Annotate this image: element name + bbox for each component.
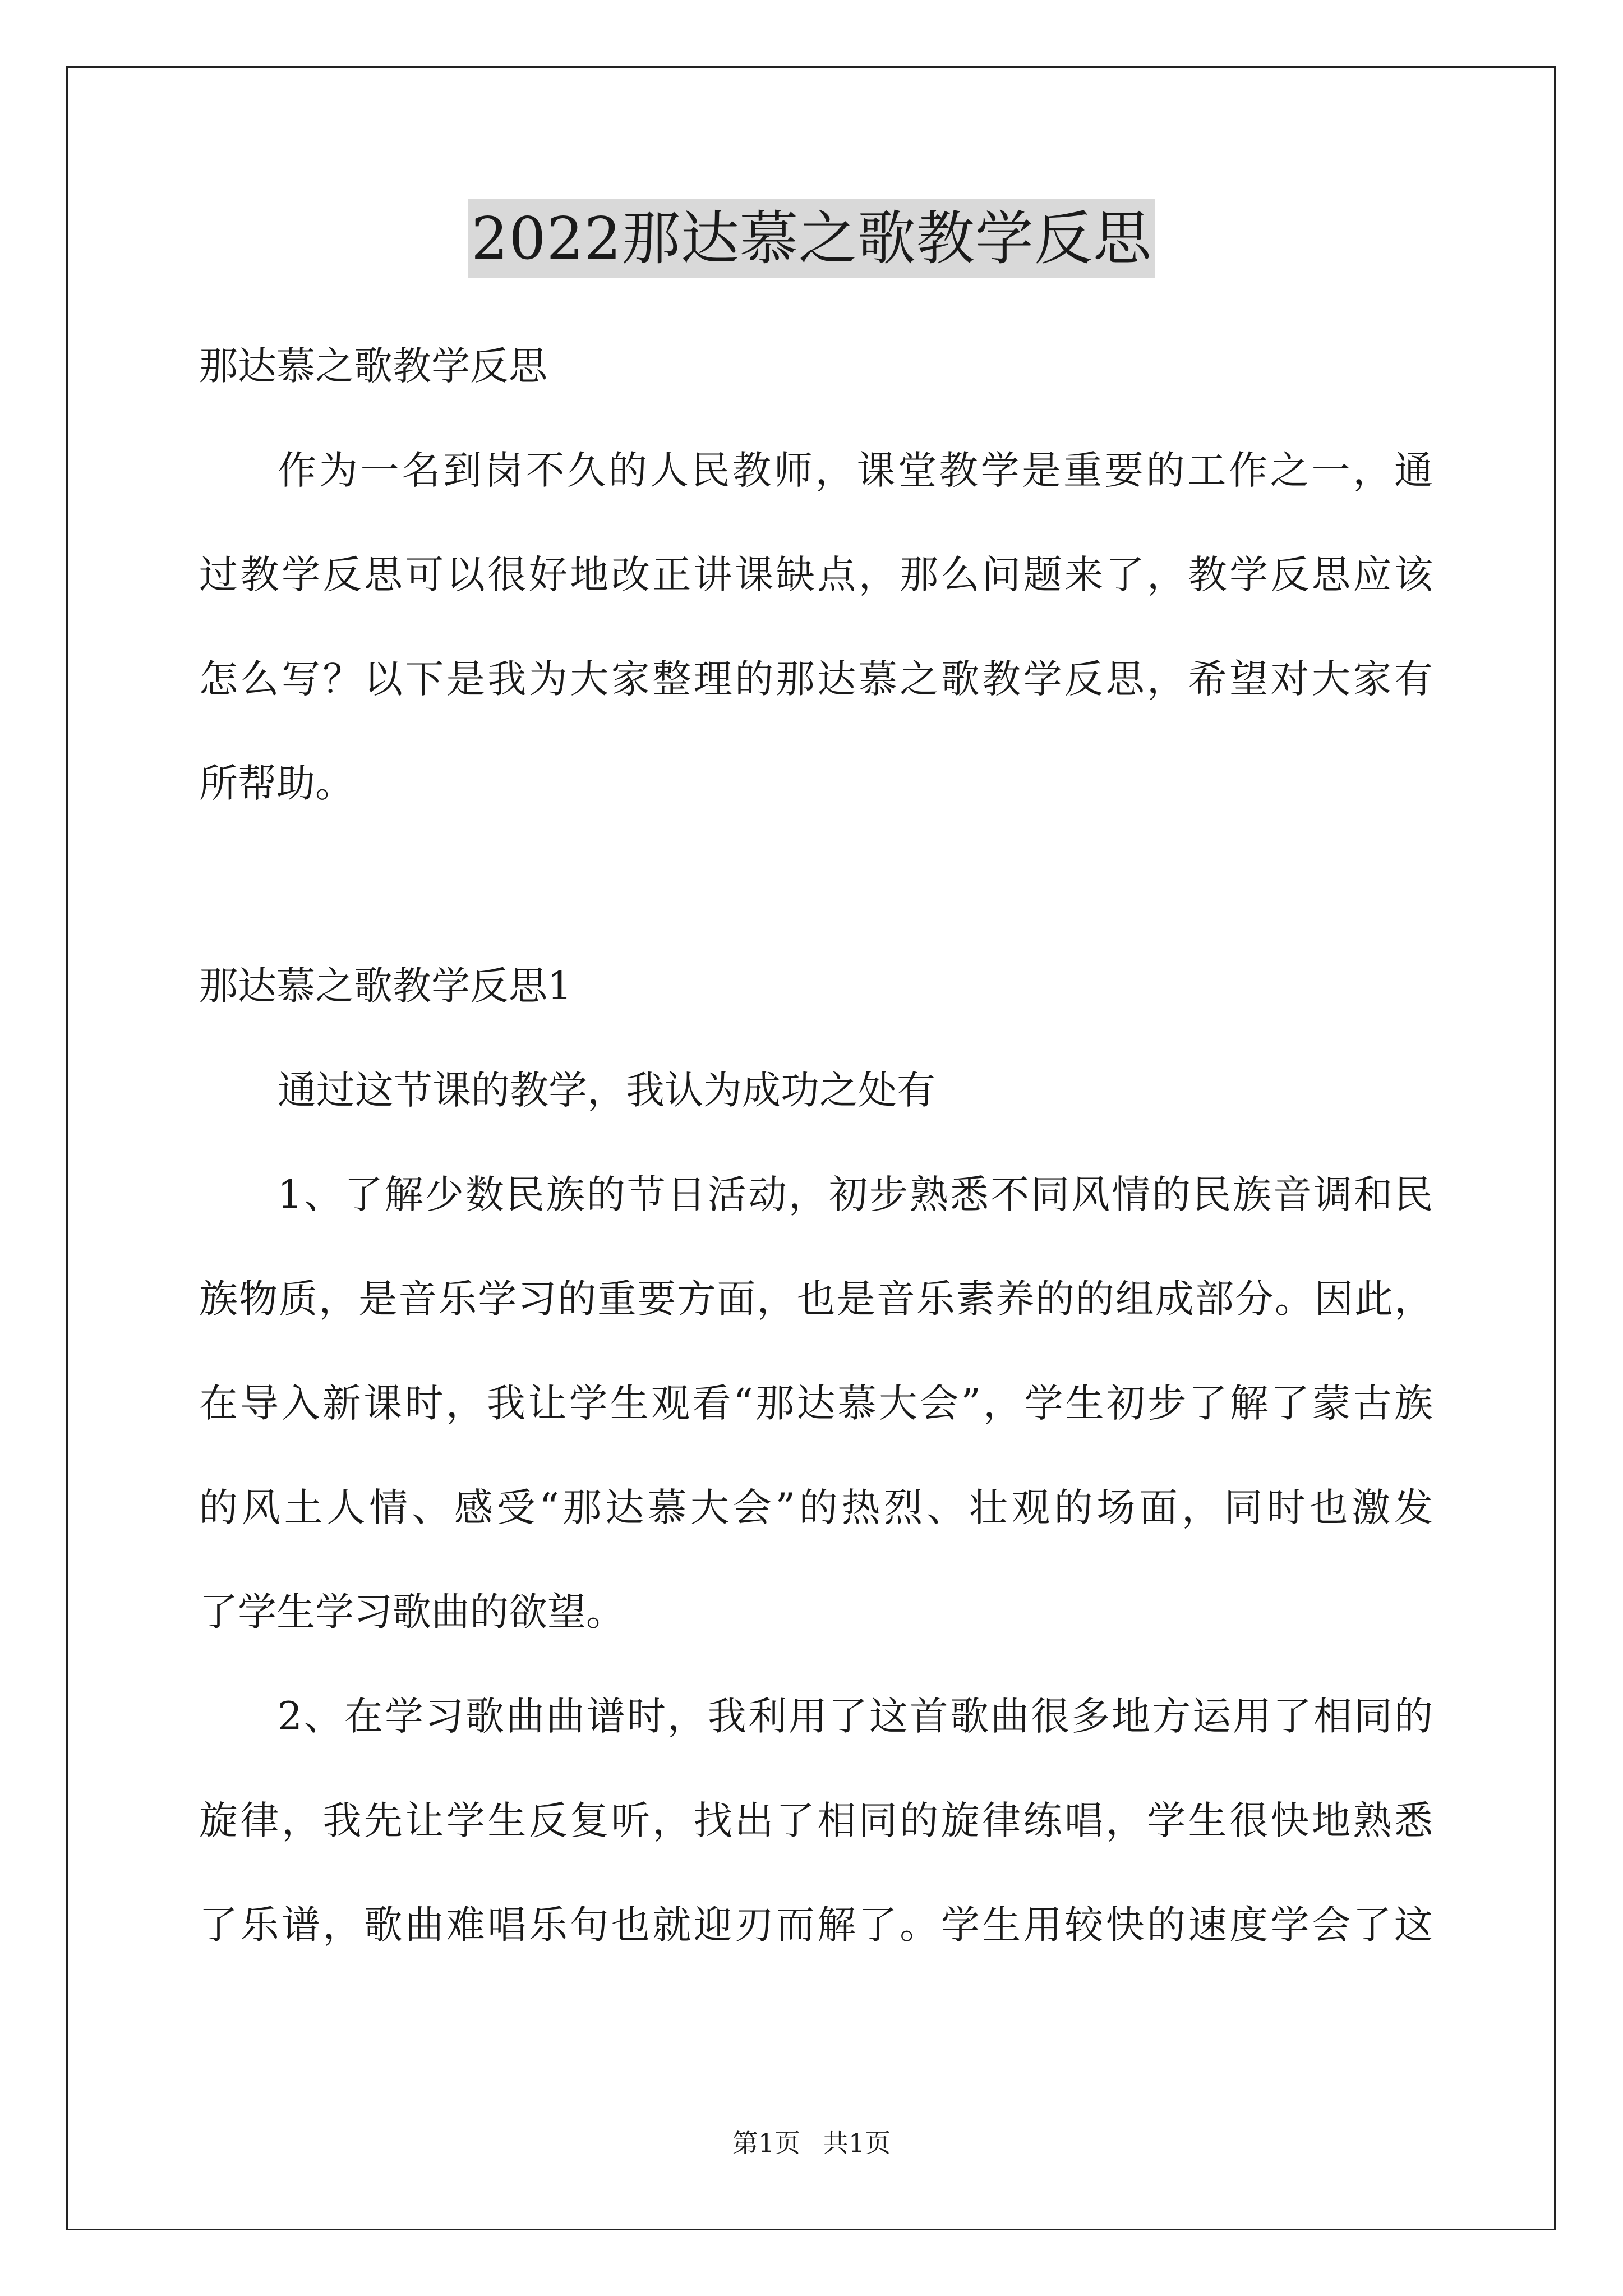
point1-line: 在导入新课时，我让学生观看“那达慕大会”，学生初步了解了蒙古族	[199, 1381, 1433, 1426]
point1-line: 了学生学习歌曲的欲望。	[199, 1590, 625, 1635]
section-heading: 那达慕之歌教学反思1	[199, 964, 572, 1009]
page-number-current: 第1页	[732, 2128, 800, 2158]
section-lead: 通过这节课的教学，我认为成功之处有	[278, 1068, 935, 1113]
document-title: 2022那达慕之歌教学反思	[468, 199, 1155, 278]
document-subtitle: 那达慕之歌教学反思	[199, 344, 547, 389]
intro-line: 过教学反思可以很好地改正讲课缺点，那么问题来了，教学反思应该	[199, 553, 1433, 597]
intro-line: 所帮助。	[199, 761, 354, 806]
point2-line: 旋律，我先让学生反复听，找出了相同的旋律练唱，学生很快地熟悉	[199, 1798, 1433, 1843]
point2-line: 了乐谱，歌曲难唱乐句也就迎刃而解了。学生用较快的速度学会了这	[199, 1903, 1433, 1948]
intro-line: 作为一名到岗不久的人民教师，课堂教学是重要的工作之一，通	[278, 448, 1433, 493]
section-spacer	[199, 836, 1433, 934]
page-footer	[0, 2126, 1623, 2160]
intro-line: 怎么写？以下是我为大家整理的那达慕之歌教学反思，希望对大家有	[199, 657, 1433, 702]
page-number-total: 共1页	[823, 2128, 891, 2158]
point2-line: 2、在学习歌曲曲谱时，我利用了这首歌曲很多地方运用了相同的	[278, 1694, 1433, 1739]
point1-line: 1、了解少数民族的节日活动，初步熟悉不同风情的民族音调和民	[278, 1172, 1433, 1217]
document-body	[199, 314, 1433, 1977]
title-container	[0, 199, 1623, 278]
point1-line: 的风土人情、感受“那达慕大会”的热烈、壮观的场面，同时也激发	[199, 1485, 1433, 1530]
point1-line: 族物质，是音乐学习的重要方面，也是音乐素养的的组成部分。因此，	[199, 1277, 1433, 1322]
